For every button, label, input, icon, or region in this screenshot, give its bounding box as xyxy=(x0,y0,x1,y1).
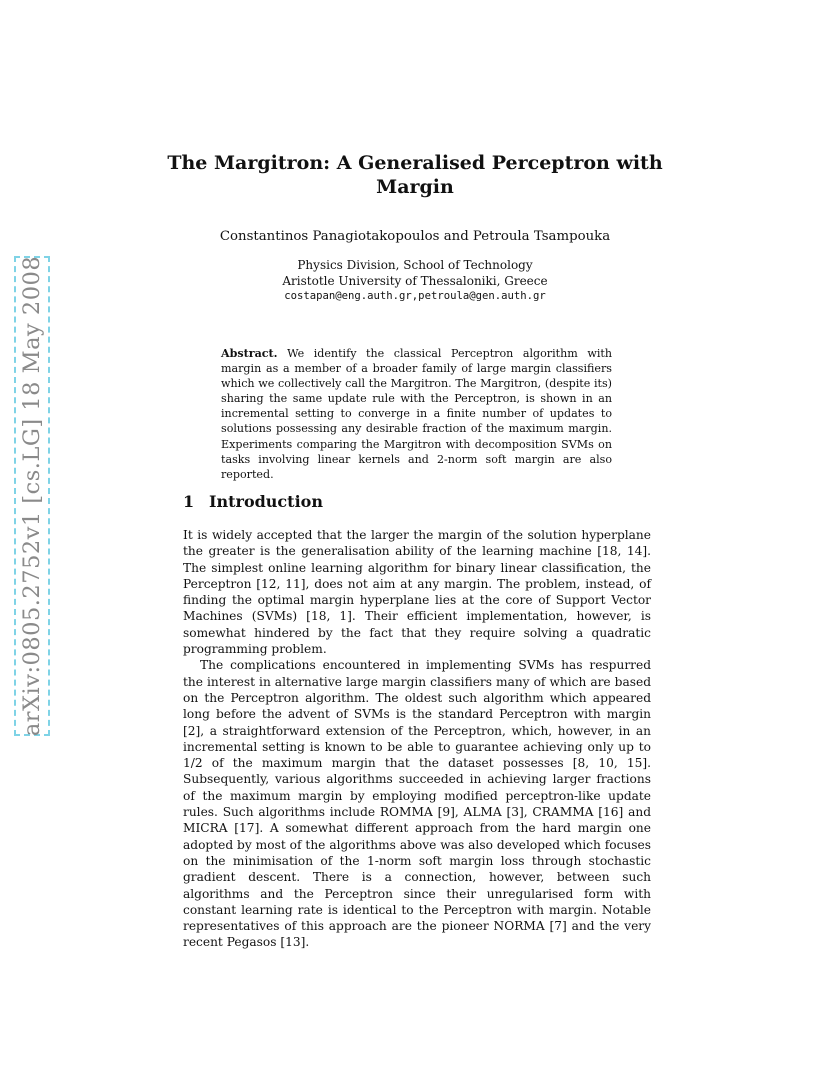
abstract-label: Abstract. xyxy=(221,347,278,360)
author-list: Constantinos Panagiotakopoulos and Petroula Tsampouka xyxy=(219,229,611,244)
arxiv-stamp xyxy=(14,256,50,736)
paper-title: The Margitron: A Generalised Perceptron with Margin xyxy=(167,152,663,198)
affiliation-block xyxy=(150,258,680,305)
abstract xyxy=(221,346,612,482)
introduction-body xyxy=(183,527,651,951)
paragraph: The complications encountered in implementing SVMs has respurred the interest in alternative large margin classifiers many of which are based on the Perceptron algorithm. The oldest such algorithm which appeared long before the advent of SVMs is the standard Perceptron with margin [2], a straightforward extension of the Perceptron, which, however, in an incremental setting is known to be able to guarantee achieving only up to 1/2 of the maximum margin that the dataset possesses [8, 10, 15]. Subsequently, various algorithms succeeded in achieving larger fractions of the maximum margin by employing modified perceptron-like update rules. Such algorithms include ROMMA [9], ALMA [3], CRAMMA [16] and MICRA [17]. A somewhat different approach from the hard margin one adopted by most of the algorithms above was also developed which focuses on the minimisation of the 1-norm soft margin loss through stochastic gradient descent. There is a connection, however, between such algorithms and the Perceptron since their unregularised form with constant learning rate is identical to the Perceptron with margin. Notable representatives of this approach are the pioneer NORMA [7] and the very recent Pegasos [13]. xyxy=(183,658,651,950)
arxiv-identifier: arXiv:0805.2752v1 [cs.LG] 18 May 2008 xyxy=(19,255,45,737)
section-title: Introduction xyxy=(209,492,323,511)
section-number: 1 xyxy=(183,492,195,511)
affiliation-line-2: Aristotle University of Thessaloniki, Greece xyxy=(282,273,548,288)
abstract-text: We identify the classical Perceptron algorithm with margin as a member of a broader family of large margin classifiers which we collectively call the Margitron. The Margitron, (despite its) sharing the same update rule with the Perceptron, is shown in an incremental setting to converge in a finite number of updates to solutions possessing any desirable fraction of the maximum margin. Experiments comparing the Margitron with decomposition SVMs on tasks involving linear kernels and 2-norm soft margin are also reported. xyxy=(221,347,612,481)
section-heading xyxy=(183,492,323,511)
affiliation-line-1: Physics Division, School of Technology xyxy=(297,258,533,272)
author-emails: costapan@eng.auth.gr,petroula@gen.auth.gr xyxy=(284,290,546,302)
paragraph: It is widely accepted that the larger the margin of the solution hyperplane the greater is the generalisation ability of the learning machine [18, 14]. The simplest online learning algorithm for binary linear classification, the Perceptron [12, 11], does not aim at any margin. The problem, instead, of finding the optimal margin hyperplane lies at the core of Support Vector Machines (SVMs) [18, 1]. Their efficient implementation, however, is somewhat hindered by the fact that they require solving a quadratic programming problem. xyxy=(183,528,651,657)
